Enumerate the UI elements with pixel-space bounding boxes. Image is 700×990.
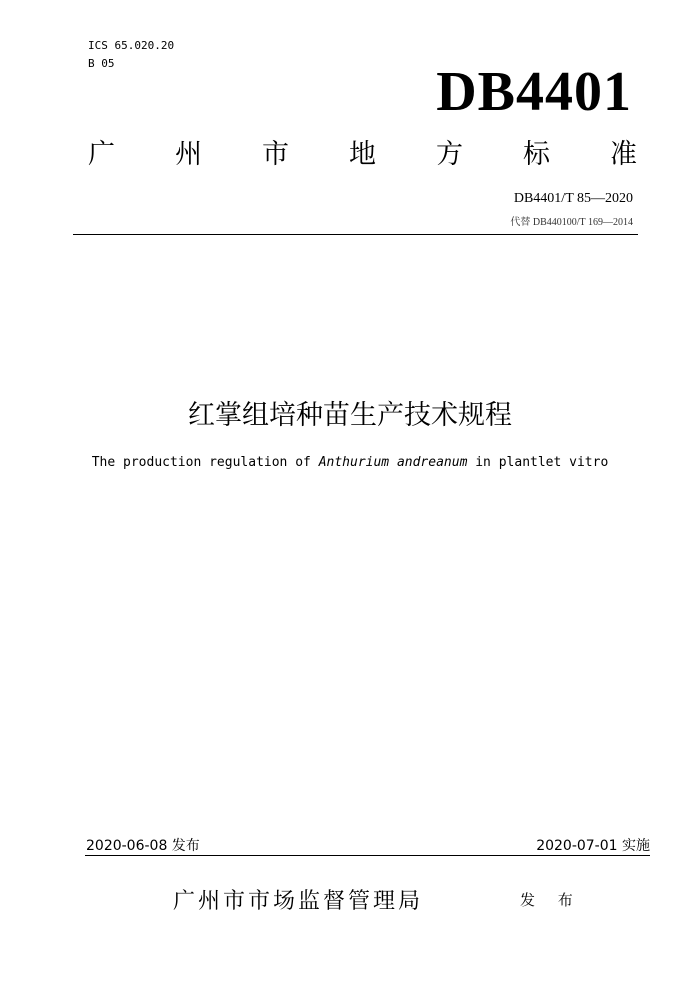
publish-label: 发 布 xyxy=(520,891,582,909)
standard-type-char: 地 xyxy=(349,139,376,170)
standard-type-char: 广 xyxy=(88,139,115,170)
replaces-standard: 代替 DB440100/T 169—2014 xyxy=(510,217,633,228)
header-divider xyxy=(73,234,638,235)
implementation-date: 2020-07-01 实施 xyxy=(536,838,650,854)
title-en-species: Anthurium andreanum xyxy=(318,455,468,470)
document-title-en xyxy=(0,455,700,470)
document-title-cn: 红掌组培种苗生产技术规程 xyxy=(188,400,512,431)
issuing-authority: 广州市市场监督管理局 xyxy=(173,889,424,914)
ccs-code: B 05 xyxy=(88,57,115,70)
ics-code: ICS 65.020.20 xyxy=(88,39,175,52)
standard-type-char: 方 xyxy=(436,139,463,170)
standard-type-heading xyxy=(88,138,637,172)
issue-date: 2020-06-08 发布 xyxy=(86,838,200,854)
standard-type-char: 标 xyxy=(523,139,550,170)
standard-number: DB4401/T 85—2020 xyxy=(513,191,633,206)
title-en-suffix: in plantlet vitro xyxy=(467,455,609,470)
classification-codes xyxy=(88,37,174,73)
standard-type-char: 市 xyxy=(262,139,289,170)
standard-type-char: 准 xyxy=(610,139,637,170)
standard-logo: DB4401 xyxy=(436,61,632,123)
title-en-prefix: The production regulation of xyxy=(91,455,319,470)
standard-type-char: 州 xyxy=(175,139,202,170)
footer-divider xyxy=(85,855,650,856)
